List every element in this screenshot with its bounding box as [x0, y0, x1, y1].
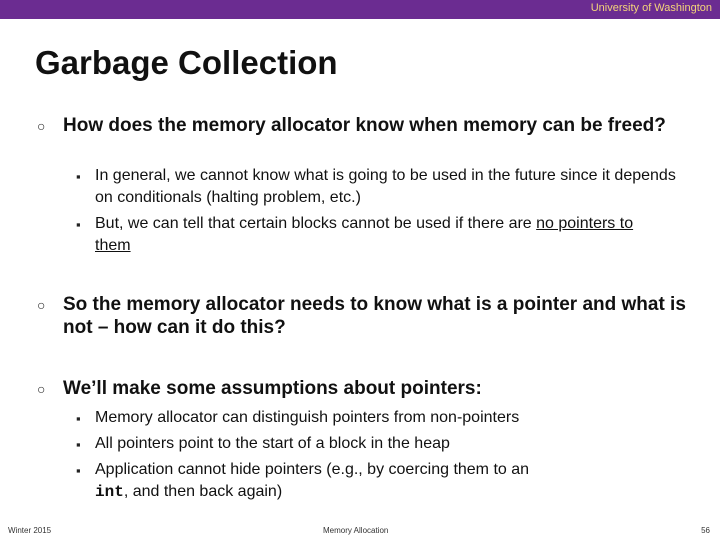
square-bullet-icon: ▪ [76, 463, 81, 478]
square-bullet-icon: ▪ [76, 217, 81, 232]
sub-bullet-text [95, 459, 565, 503]
circle-bullet-icon: ○ [37, 297, 46, 313]
bullet-text: So the memory allocator needs to know what is a pointer and what is not – how can it do this? [63, 294, 686, 338]
sub-bullet-text: Memory allocator can distinguish pointers from non-pointers [95, 409, 520, 426]
circle-bullet-icon: ○ [37, 118, 46, 134]
footer-topic: Memory Allocation [323, 526, 389, 535]
sub-bullet-text-part: Application cannot hide pointers (e.g., by coercing them to an [95, 461, 530, 478]
bullet-text: How does the memory allocator know when memory can be freed? [63, 115, 666, 136]
sub-bullet-text-part: , and then back again) [123, 483, 283, 500]
circle-bullet-icon: ○ [37, 381, 46, 397]
underlined-text: no pointers to them [95, 215, 634, 254]
footer-term: Winter 2015 [8, 526, 52, 535]
code-text: int [95, 483, 124, 501]
square-bullet-icon: ▪ [76, 437, 81, 452]
slide-title: Garbage Collection [35, 44, 338, 81]
university-label: University of Washington [590, 2, 712, 14]
sub-bullet-text [95, 213, 635, 257]
square-bullet-icon: ▪ [76, 411, 81, 426]
sub-bullet-text: All pointers point to the start of a block in the heap [95, 435, 450, 452]
sub-bullet-text-part: But, we can tell that certain blocks cannot be used if there are [95, 215, 537, 232]
header-bar [0, 0, 720, 19]
bullet-text: We’ll make some assumptions about pointers: [63, 378, 482, 399]
square-bullet-icon: ▪ [76, 169, 81, 184]
sub-bullet-text: In general, we cannot know what is going to be used in the future since it depends on conditionals (halting problem, etc.) [95, 167, 676, 206]
slide-number: 56 [701, 526, 710, 535]
